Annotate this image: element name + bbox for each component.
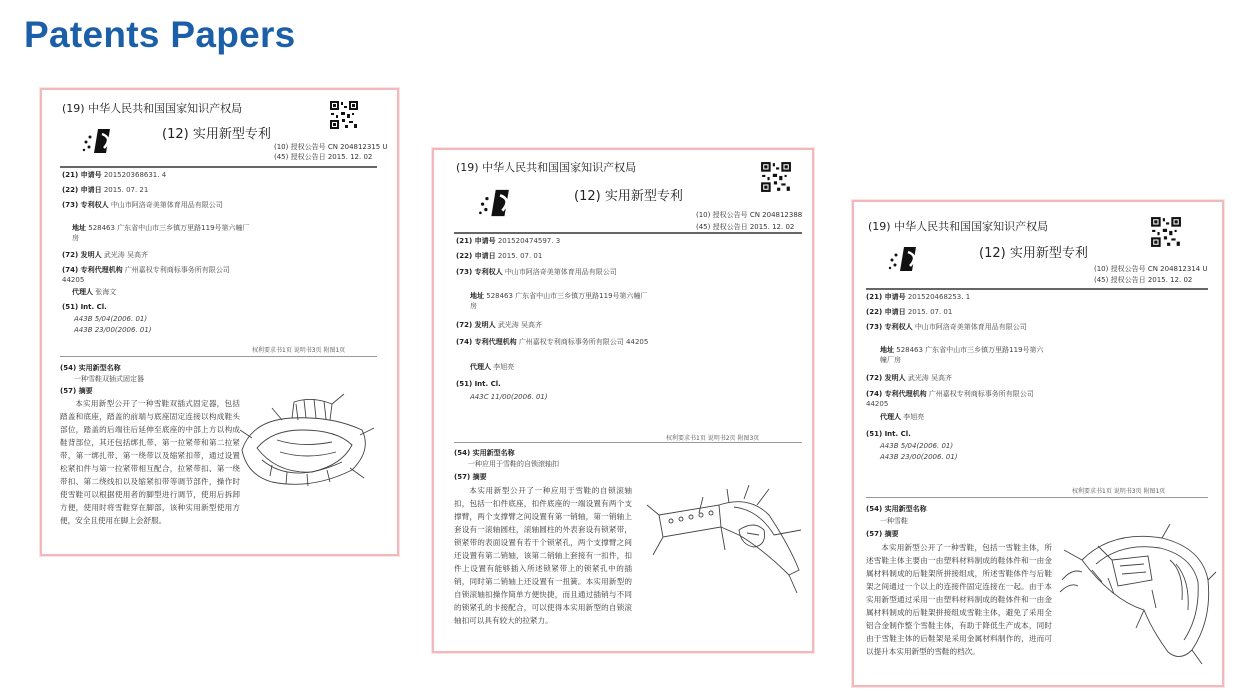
header-rule xyxy=(60,166,377,168)
utility-name-heading: (54) 实用新型名称 xyxy=(60,364,121,372)
abstract-heading: (57) 摘要 xyxy=(454,473,487,481)
field-filing-date: (22) 申请日 2015. 07. 01 xyxy=(866,308,953,316)
publication-date: (45) 授权公告日 2015. 12. 02 xyxy=(696,223,795,231)
office-name: (19) 中华人民共和国国家知识产权局 xyxy=(456,161,637,174)
qr-code-icon xyxy=(1150,216,1182,248)
sipo-logo-icon xyxy=(886,244,928,274)
field-int-cl-2: A43B 23/00(2006. 01) xyxy=(74,326,152,334)
field-int-cl: (51) Int. Cl. xyxy=(456,380,501,388)
field-application-no: (21) 申请号 201520474597. 3 xyxy=(456,237,561,245)
patent-kind: (12) 实用新型专利 xyxy=(574,189,683,204)
patent-drawing xyxy=(232,390,382,500)
abstract-text: 本实用新型公开了一种雪鞋，包括一雪鞋主体，所述雪鞋主体主要由一由塑料材料制成的鞋体件和一由金属材料制成的后鞋架所拼接组成，所述雪鞋体件与后鞋架之间通过一个以上的连接件固定连接在一起。由于本实用新型通过采用一由塑料材料制成的鞋体件和一由金属材料制成的后鞋架拼接组成雪鞋主体，避免了采用全铝合金制作整个雪鞋主体，有助于降低生产成本，同时由于雪鞋主体的后鞋架是采用金属材料制作的，进而可以提升本实用新型的雪鞋的档次。 xyxy=(866,543,1052,656)
patent-kind: (12) 实用新型专利 xyxy=(979,246,1088,261)
patent-drawing xyxy=(639,475,809,605)
utility-name: 一种应用于雪鞋的自锁滚轴扣 xyxy=(468,460,559,468)
patent-document-3 xyxy=(852,200,1224,687)
section-rule xyxy=(866,497,1208,498)
header-rule xyxy=(866,288,1208,290)
field-agency: (74) 专利代理机构 广州嘉权专利商标事务所有限公司 44205 xyxy=(456,338,649,346)
field-application-no: (21) 申请号 201520468253. 1 xyxy=(866,293,971,301)
page-counts: 权利要求书1页 说明书3页 附图1页 xyxy=(1072,488,1166,495)
utility-name-heading: (54) 实用新型名称 xyxy=(866,505,927,513)
publication-date: (45) 授权公告日 2015. 12. 02 xyxy=(274,153,373,161)
abstract-text: 本实用新型公开了一种雪鞋双插式固定器，包括踏盖和底座，踏盖的前端与底座固定连接以构成鞋头部位，踏盖的后端往后延伸至底座的中部上方以构成鞋背部位，其还包括绑扎带、第一拉紧带和第二拉紧带，第一绑扎带、第一绕带以及缩紧扣带，通过设置松紧扣件与第一拉紧带相互配合，拉紧带扣、第一绕带扣、第二绕线扣以及缩紧扣带等调节部件，操作时使雪鞋可以根据使用者的脚型进行调节，使用后拆卸方便，使用时将雪鞋穿在脚部，该种实用新型使用方便，安全且使用在脚上会舒服。 xyxy=(60,399,240,525)
patent-drawing xyxy=(1052,520,1218,668)
field-int-cl-1: A43B 5/04(2006. 01) xyxy=(880,442,954,450)
field-filing-date: (22) 申请日 2015. 07. 21 xyxy=(62,186,149,194)
field-address: 地址 528463 广东省中山市三乡镇万里路119号第六幢厂房 xyxy=(880,346,1044,364)
patent-document-1 xyxy=(40,88,399,556)
page-title: Patents Papers xyxy=(24,14,296,55)
field-patentee: (73) 专利权人 中山市阿洛奇美第体育用品有限公司 xyxy=(866,323,1027,331)
patent-document-2 xyxy=(432,148,814,653)
field-agency: (74) 专利代理机构 广州嘉权专利商标事务所有限公司 44205 xyxy=(62,266,230,284)
field-filing-date: (22) 申请日 2015. 07. 01 xyxy=(456,252,543,260)
page-counts: 权利要求书1页 说明书2页 附图3页 xyxy=(666,435,760,442)
publication-date: (45) 授权公告日 2015. 12. 02 xyxy=(1094,276,1193,284)
publication-number: (10) 授权公告号 CN 204812388 xyxy=(696,211,803,219)
utility-name: 一种雪鞋双插式固定器 xyxy=(74,375,144,383)
header-rule xyxy=(454,232,802,234)
qr-code-icon xyxy=(760,161,792,193)
section-rule xyxy=(60,356,377,357)
field-address: 地址 528463 广东省中山市三乡镇万里路119号第六幢厂房 xyxy=(470,292,648,310)
sipo-logo-icon xyxy=(476,186,522,220)
field-agent: 代理人 张海文 xyxy=(72,288,117,296)
utility-name-heading: (54) 实用新型名称 xyxy=(454,449,515,457)
field-int-cl-2: A43B 23/00(2006. 01) xyxy=(880,453,958,461)
patent-kind: (12) 实用新型专利 xyxy=(162,127,271,142)
section-rule xyxy=(454,442,802,443)
abstract-text: 本实用新型公开了一种应用于雪鞋的自锁滚轴扣，包括一扣件底座，扣件底座的一端设置有两个支撑臂，两个支撑臂之间设置有第一销轴，第一销轴上套设有一滚轴圆柱，滚轴圆柱的外表套设有锁紧带，锁紧带的表面设置有若干个锁紧孔，两个支撑臂之间还设置有第二销轴，该第二销轴上套接有一扣件，扣件上设置有能够插入所述锁紧带上的锁紧孔中的插销，同时第二销轴上还设置有一扭簧。本实用新型的自锁滚轴扣操作简单方便快捷，而且通过插销与不同的锁紧孔的卡接配合，可以使得本实用新型的自锁滚轴扣可以具有较大的拉紧力。 xyxy=(454,486,632,625)
qr-code-icon xyxy=(329,100,359,130)
publication-number: (10) 授权公告号 CN 204812315 U xyxy=(274,143,388,151)
field-int-cl: (51) Int. Cl. xyxy=(866,430,911,438)
abstract-heading: (57) 摘要 xyxy=(866,530,899,538)
office-name: (19) 中华人民共和国国家知识产权局 xyxy=(62,102,243,115)
field-patentee: (73) 专利权人 中山市阿洛奇美第体育用品有限公司 xyxy=(456,268,617,276)
field-inventor: (72) 发明人 武光涛 吴高齐 xyxy=(456,321,543,329)
field-inventor: (72) 发明人 武光涛 吴高齐 xyxy=(62,251,149,259)
sipo-logo-icon xyxy=(80,126,122,156)
field-agency: (74) 专利代理机构 广州嘉权专利商标事务所有限公司 44205 xyxy=(866,390,1034,408)
field-inventor: (72) 发明人 武光涛 吴高齐 xyxy=(866,374,953,382)
office-name: (19) 中华人民共和国国家知识产权局 xyxy=(868,220,1049,233)
field-int-cl-1: A43B 5/04(2006. 01) xyxy=(74,315,148,323)
field-agent: 代理人 李旭亮 xyxy=(880,413,925,421)
field-int-cl-1: A43C 11/00(2006. 01) xyxy=(470,393,548,401)
field-application-no: (21) 申请号 201520368631. 4 xyxy=(62,171,167,179)
field-int-cl: (51) Int. Cl. xyxy=(62,303,107,311)
publication-number: (10) 授权公告号 CN 204812314 U xyxy=(1094,265,1208,273)
field-agent: 代理人 李旭亮 xyxy=(470,363,515,371)
page-counts: 权利要求书1页 说明书3页 附图1页 xyxy=(252,347,346,354)
abstract-heading: (57) 摘要 xyxy=(60,387,93,395)
field-address: 地址 528463 广东省中山市三乡镇万里路119号第六幢厂房 xyxy=(72,224,250,242)
field-patentee: (73) 专利权人 中山市阿洛奇美第体育用品有限公司 xyxy=(62,201,223,209)
utility-name: 一种雪鞋 xyxy=(880,517,908,525)
